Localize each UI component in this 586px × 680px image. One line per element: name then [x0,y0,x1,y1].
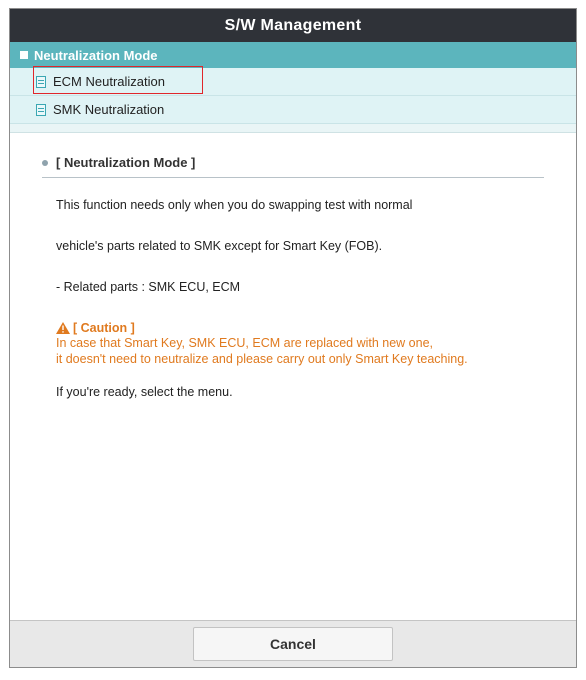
description-line-2: vehicle's parts related to SMK except for Smart Key (FOB). [56,239,383,253]
section-header-neutralization-mode[interactable] [10,42,576,68]
related-parts-text: - Related parts : SMK ECU, ECM [56,280,241,294]
menu-item-label: ECM Neutralization [53,74,165,89]
cancel-button[interactable]: Cancel [193,627,393,661]
bullet-icon [42,160,48,166]
caution-line-1: In case that Smart Key, SMK ECU, ECM are replaced with new one, [56,336,434,350]
window-title: S/W Management [10,9,576,42]
menu-item-smk-neutralization[interactable] [10,96,576,124]
caution-heading [56,321,544,335]
content-title-text: [ Neutralization Mode ] [56,155,196,170]
divider [10,124,576,133]
caution-line-2: it doesn't need to neutralize and please carry out only Smart Key teaching. [56,352,468,366]
document-icon [36,76,46,88]
menu-item-label: SMK Neutralization [53,102,165,117]
sw-management-window [9,8,577,668]
section-header-label: Neutralization Mode [34,47,158,63]
caution-title: [ Caution ] [73,321,135,335]
menu-item-ecm-neutralization[interactable] [10,68,576,96]
warning-icon [56,322,70,334]
description-line-1: This function needs only when you do swapping test with normal [56,198,413,212]
content-title [42,155,544,178]
ready-prompt: If you're ready, select the menu. [56,385,233,399]
description-panel [10,133,576,399]
square-bullet-icon [20,51,28,59]
footer-bar [10,620,576,667]
document-icon [36,104,46,116]
